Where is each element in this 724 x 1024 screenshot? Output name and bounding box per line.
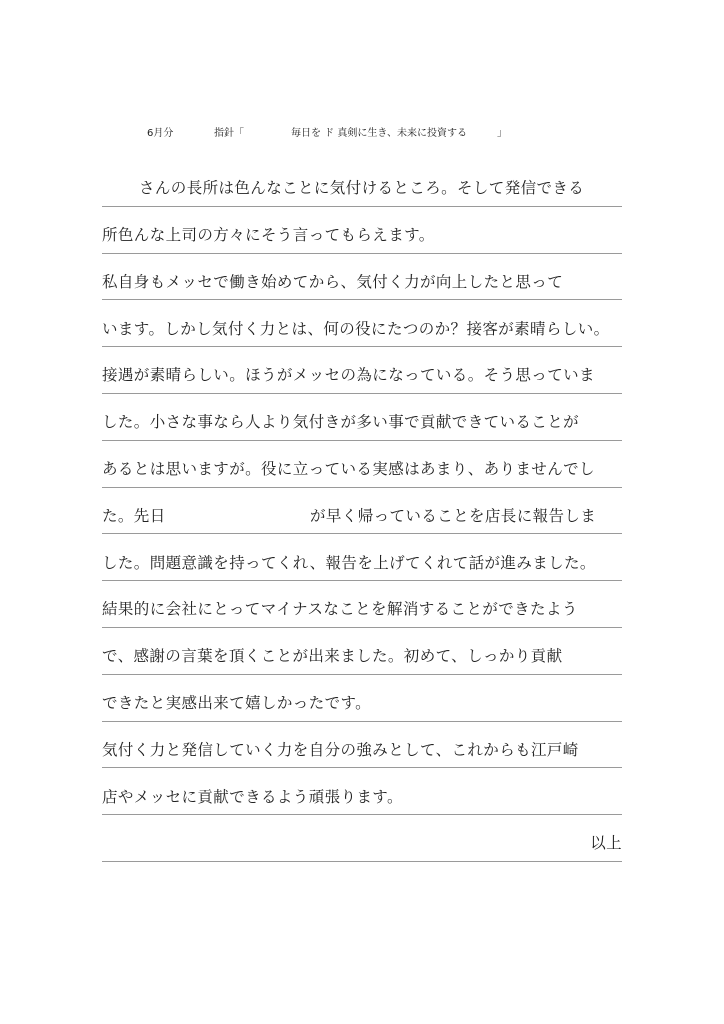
body-line-9: した。問題意識を持ってくれ、報告を上げてくれて話が進みました。 xyxy=(102,553,596,572)
ruled-line xyxy=(102,768,622,815)
guideline-motto: 毎日を ド 真剣に生き、未来に投資する xyxy=(291,128,467,139)
guideline-close-bracket: 」 xyxy=(497,128,507,139)
ruled-line xyxy=(102,300,622,347)
body-line-1: さんの長所は色んなことに気付けるところ。そして発信できる xyxy=(139,179,585,198)
body-line-4: います。しかし気付く力とは、何の役にたつのか？接客が素晴らしい。 xyxy=(102,319,610,338)
body-line-5: 接遇が素晴らしい。ほうがメッセの為になっている。そう思っていま xyxy=(102,366,595,385)
body-line-3: 私自身もメッセで働き始めてから、気付く力が向上したと思って xyxy=(102,272,564,291)
ruled-line xyxy=(102,628,622,675)
ruled-line xyxy=(102,488,622,535)
ruled-line xyxy=(102,254,622,301)
report-body xyxy=(102,160,622,862)
body-line-14: 店やメッセに貢献できるよう頑張ります。 xyxy=(102,787,403,806)
body-line-6: した。小さな事なら人より気付きが多い事で貢献できていることが xyxy=(102,413,580,432)
ruled-line xyxy=(102,815,622,862)
guideline-label: 指針「 xyxy=(214,128,244,139)
body-line-8-continuation: が早く帰っていることを店長に報告しま xyxy=(310,506,597,525)
ruled-line xyxy=(102,441,622,488)
ruled-line xyxy=(102,534,622,581)
ruled-line xyxy=(102,675,622,722)
body-line-10: 結果的に会社にとってマイナスなことを解消することができたよう xyxy=(102,600,578,619)
body-line-12: できたと実感出来て嬉しかったです。 xyxy=(102,694,372,713)
body-line-2: 所色んな上司の方々にそう言ってもらえます。 xyxy=(102,226,435,245)
ruled-line xyxy=(102,160,622,207)
ruled-line xyxy=(102,581,622,628)
ruled-line xyxy=(102,394,622,441)
body-line-7: あるとは思いますが。役に立っている実感はあまり、ありませんでし xyxy=(102,460,595,479)
ruled-line xyxy=(102,347,622,394)
ruled-line xyxy=(102,722,622,769)
document-header xyxy=(0,124,724,140)
body-line-13: 気付く力と発信していく力を自分の強みとして、これからも江戸崎 xyxy=(102,740,579,759)
body-line-11: で、感謝の言葉を頂くことが出来ました。初めて、しっかり貢献 xyxy=(102,647,563,666)
body-line-8: た。先日 xyxy=(102,506,166,525)
month-label: 6月分 xyxy=(147,128,174,139)
ruled-line xyxy=(102,207,622,254)
closing-ijou: 以上 xyxy=(590,834,622,853)
